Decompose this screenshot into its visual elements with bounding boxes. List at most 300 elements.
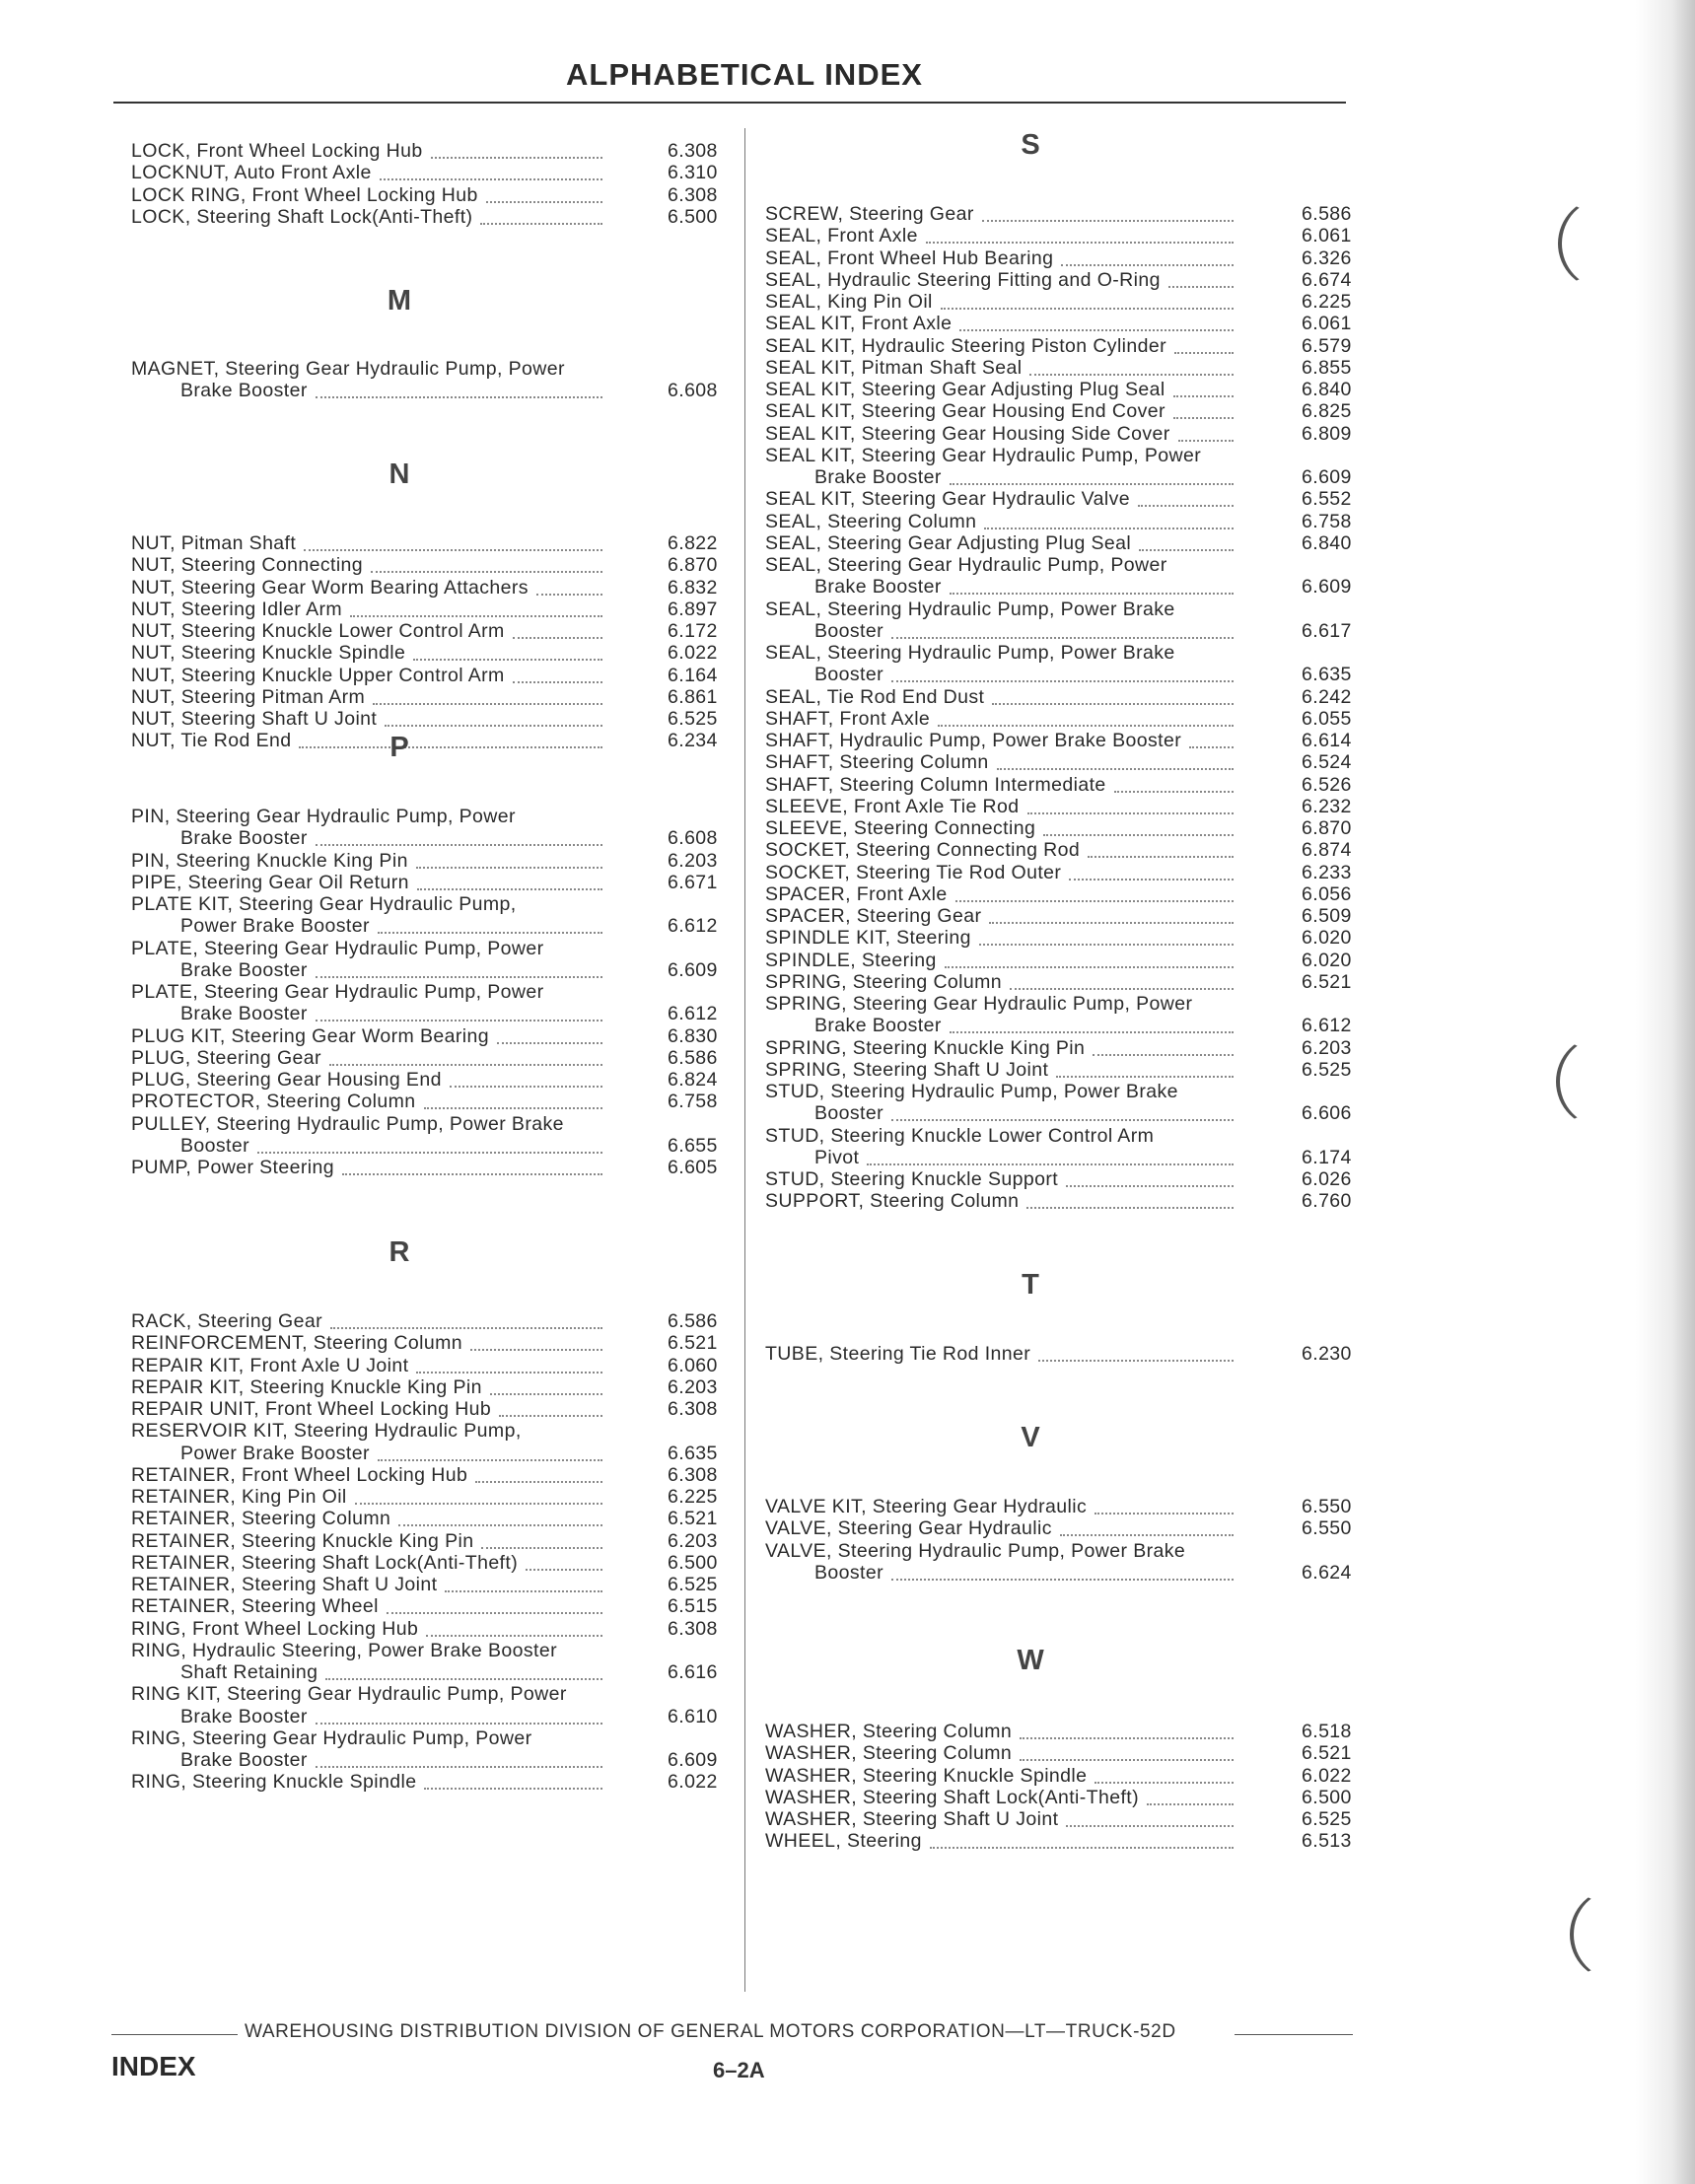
page-reference: 6.605 bbox=[668, 1157, 718, 1178]
index-entry-line bbox=[131, 1574, 746, 1595]
index-entry-line bbox=[765, 905, 1380, 927]
dot-leader bbox=[371, 554, 602, 573]
index-entry-line bbox=[765, 883, 1380, 905]
entry-text: SPRING, Steering Gear Hydraulic Pump, Power bbox=[765, 993, 1193, 1015]
entry-text: Brake Booster bbox=[180, 380, 308, 402]
entry-text: RETAINER, King Pin Oil bbox=[131, 1486, 347, 1508]
page-reference: 6.203 bbox=[668, 1529, 718, 1552]
index-entry-line bbox=[131, 1355, 746, 1376]
page-reference: 6.609 bbox=[1302, 576, 1352, 599]
entry-text: SEAL, Steering Hydraulic Pump, Power Brake bbox=[765, 598, 1175, 620]
entry-text: Brake Booster bbox=[814, 1015, 942, 1037]
page-reference: 6.164 bbox=[668, 664, 718, 686]
entry-text: Brake Booster bbox=[180, 1705, 308, 1727]
dot-leader bbox=[1029, 357, 1234, 376]
dot-leader bbox=[342, 1157, 602, 1175]
index-entry-line bbox=[131, 893, 746, 915]
page-reference: 6.022 bbox=[668, 642, 718, 665]
section-letter: W bbox=[1017, 1645, 1044, 1676]
entry-text: NUT, Pitman Shaft bbox=[131, 532, 297, 554]
index-entry-line bbox=[765, 1059, 1380, 1081]
page-reference: 6.608 bbox=[668, 827, 718, 850]
index-entry-line bbox=[765, 1037, 1380, 1059]
dot-leader bbox=[330, 1310, 602, 1329]
entry-text: STUD, Steering Knuckle Lower Control Arm bbox=[765, 1124, 1155, 1147]
page-reference: 6.617 bbox=[1302, 619, 1352, 642]
dot-leader bbox=[1061, 247, 1234, 266]
dot-leader bbox=[891, 1562, 1234, 1581]
entry-text: SHAFT, Front Axle bbox=[765, 707, 931, 730]
entry-text: Booster bbox=[814, 664, 884, 686]
entry-text: SOCKET, Steering Tie Rod Outer bbox=[765, 861, 1062, 883]
index-entry-line bbox=[131, 1530, 746, 1552]
entry-text: WASHER, Steering Shaft Lock(Anti-Theft) bbox=[765, 1786, 1140, 1808]
entry-text: NUT, Steering Knuckle Upper Control Arm bbox=[131, 664, 505, 686]
index-entry-line bbox=[765, 1081, 1380, 1102]
page-reference: 6.524 bbox=[1302, 751, 1352, 774]
index-entry-line bbox=[131, 938, 746, 959]
index-entry-line bbox=[765, 400, 1380, 422]
dot-leader bbox=[304, 532, 602, 551]
dot-leader bbox=[387, 1595, 602, 1614]
entry-text: SLEEVE, Front Axle Tie Rod bbox=[765, 795, 1020, 817]
index-entry-line bbox=[131, 1398, 746, 1420]
index-entry-line bbox=[765, 1808, 1380, 1830]
entry-text: SOCKET, Steering Connecting Rod bbox=[765, 839, 1081, 862]
entry-text: RING, Front Wheel Locking Hub bbox=[131, 1617, 419, 1640]
page-reference: 6.612 bbox=[668, 915, 718, 938]
dot-leader bbox=[417, 872, 602, 890]
page-reference: 6.308 bbox=[668, 1463, 718, 1486]
index-entry-line bbox=[765, 1517, 1380, 1539]
index-entry-line bbox=[765, 1721, 1380, 1742]
entry-text: RING, Hydraulic Steering, Power Brake Booster bbox=[131, 1639, 557, 1661]
dot-leader bbox=[1038, 1343, 1234, 1362]
dot-leader bbox=[513, 665, 602, 683]
dot-leader bbox=[490, 1376, 602, 1395]
index-entry-line bbox=[180, 1135, 796, 1157]
index-entry-line bbox=[180, 915, 796, 937]
entry-text: Booster bbox=[180, 1134, 250, 1157]
entry-text: Brake Booster bbox=[180, 958, 308, 981]
dot-leader bbox=[926, 225, 1234, 244]
index-entry-line bbox=[131, 1047, 746, 1069]
dot-leader bbox=[373, 686, 602, 705]
dot-leader bbox=[380, 162, 602, 180]
dot-leader bbox=[450, 1069, 602, 1088]
entry-text: WASHER, Steering Shaft U Joint bbox=[765, 1808, 1059, 1830]
title-rule bbox=[113, 102, 1346, 104]
entry-text: REPAIR KIT, Front Axle U Joint bbox=[131, 1354, 409, 1376]
dot-leader bbox=[481, 1530, 602, 1549]
dot-leader bbox=[1138, 488, 1234, 507]
index-entry-line bbox=[765, 642, 1380, 664]
section-letter: S bbox=[1021, 129, 1040, 161]
index-entry-line bbox=[765, 532, 1380, 554]
entry-text: RETAINER, Steering Knuckle King Pin bbox=[131, 1529, 474, 1552]
page-number: 6–2A bbox=[713, 2058, 765, 2082]
dot-leader bbox=[426, 1618, 602, 1637]
page-reference: 6.612 bbox=[1302, 1015, 1352, 1037]
index-entry-line bbox=[765, 862, 1380, 883]
page-reference: 6.061 bbox=[1302, 313, 1352, 335]
index-entry-line bbox=[131, 686, 746, 708]
index-entry-line bbox=[131, 1464, 746, 1486]
page-reference: 6.608 bbox=[668, 380, 718, 402]
index-entry-line bbox=[131, 1420, 746, 1442]
page-reference: 6.525 bbox=[668, 1574, 718, 1595]
dot-leader bbox=[941, 291, 1234, 310]
entry-text: WASHER, Steering Knuckle Spindle bbox=[765, 1764, 1088, 1787]
page-reference: 6.586 bbox=[668, 1310, 718, 1332]
page-reference: 6.825 bbox=[1302, 400, 1352, 423]
index-entry-line bbox=[814, 1015, 1430, 1036]
entry-text: REPAIR UNIT, Front Wheel Locking Hub bbox=[131, 1398, 492, 1420]
page-reference: 6.609 bbox=[668, 958, 718, 981]
entry-text: RETAINER, Steering Shaft Lock(Anti-Theft) bbox=[131, 1551, 519, 1574]
entry-text: SPRING, Steering Knuckle King Pin bbox=[765, 1036, 1086, 1059]
index-entry-line bbox=[814, 1147, 1430, 1168]
entry-text: SEAL KIT, Steering Gear Adjusting Plug Seal bbox=[765, 379, 1165, 400]
entry-text: NUT, Steering Knuckle Lower Control Arm bbox=[131, 620, 505, 642]
index-entry-line bbox=[765, 708, 1380, 730]
dot-leader bbox=[930, 1830, 1234, 1849]
index-entry-line bbox=[814, 576, 1430, 598]
dot-leader bbox=[1020, 1721, 1234, 1739]
entry-text: Pivot bbox=[814, 1146, 860, 1168]
entry-text: Booster bbox=[814, 1561, 884, 1584]
page-reference: 6.525 bbox=[1302, 1058, 1352, 1081]
dot-leader bbox=[891, 664, 1234, 682]
index-entry-line bbox=[131, 1595, 746, 1617]
page-reference: 6.870 bbox=[1302, 817, 1352, 839]
index-entry-line bbox=[765, 1125, 1380, 1147]
entry-text: NUT, Steering Knuckle Spindle bbox=[131, 642, 406, 665]
dot-leader bbox=[325, 1661, 602, 1680]
entry-text: SEAL KIT, Steering Gear Hydraulic Valve bbox=[765, 488, 1131, 511]
footer-rule-left bbox=[111, 2034, 238, 2035]
dot-leader bbox=[513, 620, 602, 639]
dot-leader bbox=[378, 1443, 602, 1461]
page-reference: 6.500 bbox=[668, 205, 718, 228]
entry-text: LOCK, Front Wheel Locking Hub bbox=[131, 140, 423, 162]
index-entry-line bbox=[765, 1343, 1380, 1365]
page-reference: 6.061 bbox=[1302, 225, 1352, 247]
dot-leader bbox=[445, 1574, 602, 1592]
entry-text: SPRING, Steering Shaft U Joint bbox=[765, 1058, 1049, 1081]
index-entry-line bbox=[131, 850, 746, 872]
dot-leader bbox=[979, 927, 1234, 946]
dot-leader bbox=[316, 1706, 602, 1725]
index-entry-line bbox=[131, 532, 746, 554]
dot-leader bbox=[1114, 774, 1234, 793]
page-reference: 6.174 bbox=[1302, 1146, 1352, 1168]
page-reference: 6.635 bbox=[668, 1442, 718, 1464]
entry-text: SEAL, Front Wheel Hub Bearing bbox=[765, 247, 1054, 269]
dot-leader bbox=[891, 620, 1234, 639]
entry-text: WHEEL, Steering bbox=[765, 1830, 922, 1853]
index-entry-line bbox=[131, 1508, 746, 1529]
dot-leader bbox=[431, 140, 602, 159]
footer-rule-right bbox=[1235, 2034, 1353, 2035]
dot-leader bbox=[355, 1486, 602, 1505]
entry-text: VALVE, Steering Hydraulic Pump, Power Brake bbox=[765, 1539, 1186, 1562]
index-entry-line bbox=[131, 599, 746, 620]
entry-text: RACK, Steering Gear bbox=[131, 1310, 323, 1332]
page-reference: 6.610 bbox=[668, 1705, 718, 1727]
index-entry-line bbox=[131, 708, 746, 730]
index-entry-line bbox=[131, 806, 746, 827]
entry-text: SEAL, Steering Gear Hydraulic Pump, Power bbox=[765, 554, 1167, 576]
entry-text: NUT, Steering Shaft U Joint bbox=[131, 708, 378, 730]
entry-text: SEAL, Steering Gear Adjusting Plug Seal bbox=[765, 531, 1132, 554]
entry-text: TUBE, Steering Tie Rod Inner bbox=[765, 1343, 1031, 1365]
entry-text: VALVE, Steering Gear Hydraulic bbox=[765, 1517, 1052, 1540]
page-reference: 6.552 bbox=[1302, 488, 1352, 511]
index-entry-line bbox=[765, 1168, 1380, 1190]
dot-leader bbox=[1168, 269, 1234, 288]
dot-leader bbox=[1060, 1517, 1234, 1536]
index-entry-line bbox=[765, 817, 1380, 839]
entry-text: SEAL, Hydraulic Steering Fitting and O-Ring bbox=[765, 268, 1161, 291]
index-entry-line bbox=[131, 140, 746, 162]
index-entry-line bbox=[765, 1496, 1380, 1517]
section-letter: V bbox=[1021, 1422, 1040, 1453]
dot-leader bbox=[1095, 1496, 1234, 1515]
dot-leader bbox=[1043, 817, 1234, 836]
page-reference: 6.056 bbox=[1302, 882, 1352, 905]
page-reference: 6.612 bbox=[668, 1003, 718, 1025]
page-reference: 6.026 bbox=[1302, 1168, 1352, 1190]
index-entry-line bbox=[765, 313, 1380, 334]
dot-leader bbox=[1066, 1168, 1234, 1187]
index-entry-line bbox=[814, 664, 1430, 685]
index-entry-line bbox=[765, 511, 1380, 532]
page-reference: 6.635 bbox=[1302, 664, 1352, 686]
entry-text: RING, Steering Gear Hydraulic Pump, Power bbox=[131, 1726, 532, 1749]
index-entry-line bbox=[180, 1003, 796, 1024]
index-entry-line bbox=[131, 665, 746, 686]
page-reference: 6.822 bbox=[668, 532, 718, 554]
dot-leader bbox=[1056, 1059, 1234, 1078]
entry-text: Power Brake Booster bbox=[180, 915, 370, 938]
entry-text: Booster bbox=[814, 1102, 884, 1125]
index-entry-line bbox=[131, 1727, 746, 1749]
index-entry-line bbox=[765, 488, 1380, 510]
page-reference: 6.308 bbox=[668, 140, 718, 162]
dot-leader bbox=[997, 751, 1234, 770]
section-letter: T bbox=[1022, 1269, 1039, 1301]
index-entry-line bbox=[814, 1562, 1430, 1584]
page-reference: 6.308 bbox=[668, 183, 718, 206]
entry-text: PIPE, Steering Gear Oil Return bbox=[131, 871, 409, 893]
dot-leader bbox=[424, 1091, 602, 1109]
page-title: ALPHABETICAL INDEX bbox=[566, 57, 923, 92]
index-entry-line bbox=[131, 1552, 746, 1574]
page-reference: 6.874 bbox=[1302, 839, 1352, 862]
dot-leader bbox=[982, 203, 1234, 222]
dot-leader bbox=[1139, 532, 1234, 551]
dot-leader bbox=[378, 915, 602, 934]
index-entry-line bbox=[765, 1190, 1380, 1212]
entry-text: LOCKNUT, Auto Front Axle bbox=[131, 162, 372, 184]
entry-text: SEAL KIT, Front Axle bbox=[765, 313, 953, 335]
page-reference: 6.060 bbox=[668, 1354, 718, 1376]
index-entry-line bbox=[131, 554, 746, 576]
page-reference: 6.525 bbox=[668, 708, 718, 730]
entry-text: NUT, Steering Pitman Arm bbox=[131, 685, 366, 708]
index-entry-line bbox=[180, 827, 796, 849]
dot-leader bbox=[416, 850, 602, 869]
index-entry-line bbox=[180, 959, 796, 981]
index-entry-line bbox=[765, 1765, 1380, 1787]
index-entry-line bbox=[131, 1683, 746, 1705]
page-reference: 6.758 bbox=[668, 1091, 718, 1113]
entry-text: PUMP, Power Steering bbox=[131, 1157, 334, 1178]
entry-text: WASHER, Steering Column bbox=[765, 1742, 1013, 1765]
index-entry-line bbox=[765, 950, 1380, 971]
index-entry-line bbox=[814, 1102, 1430, 1124]
index-entry-line bbox=[180, 380, 796, 401]
entry-text: NUT, Steering Idler Arm bbox=[131, 598, 343, 620]
dot-leader bbox=[938, 708, 1234, 727]
index-entry-line bbox=[765, 796, 1380, 817]
page-reference: 6.861 bbox=[668, 685, 718, 708]
index-entry-line bbox=[765, 423, 1380, 445]
page-reference: 6.172 bbox=[668, 620, 718, 642]
entry-text: PULLEY, Steering Hydraulic Pump, Power Brake bbox=[131, 1112, 564, 1135]
section-letter: N bbox=[388, 458, 410, 490]
page-reference: 6.308 bbox=[668, 1617, 718, 1640]
index-entry-line bbox=[180, 1443, 796, 1464]
index-entry-line bbox=[765, 291, 1380, 313]
entry-text: SEAL, Tie Rod End Dust bbox=[765, 685, 985, 708]
index-entry-line bbox=[131, 1069, 746, 1091]
binder-hole-icon bbox=[1570, 1888, 1662, 1981]
dot-leader bbox=[945, 950, 1234, 968]
dot-leader bbox=[1069, 862, 1234, 881]
index-entry-line bbox=[131, 620, 746, 642]
index-entry-line bbox=[180, 1706, 796, 1727]
dot-leader bbox=[955, 883, 1234, 902]
page-reference: 6.022 bbox=[668, 1771, 718, 1794]
entry-text: RING KIT, Steering Gear Hydraulic Pump, Power bbox=[131, 1683, 567, 1706]
dot-leader bbox=[398, 1508, 602, 1526]
entry-text: SEAL KIT, Hydraulic Steering Piston Cylinder bbox=[765, 334, 1167, 357]
section-letter: M bbox=[387, 285, 412, 317]
entry-text: RESERVOIR KIT, Steering Hydraulic Pump, bbox=[131, 1420, 522, 1443]
entry-text: SHAFT, Steering Column bbox=[765, 751, 989, 774]
dot-leader bbox=[497, 1025, 602, 1044]
binder-hole-icon bbox=[1558, 197, 1651, 290]
index-entry-line bbox=[131, 162, 746, 183]
entry-text: MAGNET, Steering Gear Hydraulic Pump, Power bbox=[131, 358, 565, 380]
index-entry-line bbox=[131, 206, 746, 228]
dot-leader bbox=[413, 642, 602, 661]
index-entry-line bbox=[814, 466, 1430, 488]
index-entry-line bbox=[131, 1618, 746, 1640]
entry-text: PIN, Steering Gear Hydraulic Pump, Power bbox=[131, 806, 516, 827]
index-entry-line bbox=[765, 1742, 1380, 1764]
entry-text: NUT, Tie Rod End bbox=[131, 730, 292, 752]
page-reference: 6.616 bbox=[668, 1661, 718, 1683]
page-reference: 6.758 bbox=[1302, 510, 1352, 532]
entry-text: SLEEVE, Steering Connecting bbox=[765, 817, 1036, 839]
index-entry-line bbox=[131, 1113, 746, 1135]
entry-text: Booster bbox=[814, 619, 884, 642]
entry-text: RETAINER, Steering Shaft U Joint bbox=[131, 1574, 438, 1595]
index-entry-line bbox=[131, 577, 746, 599]
index-entry-line bbox=[765, 686, 1380, 708]
page-reference: 6.606 bbox=[1302, 1102, 1352, 1125]
index-entry-line bbox=[131, 1157, 746, 1178]
index-entry-line bbox=[765, 774, 1380, 796]
entry-text: SUPPORT, Steering Column bbox=[765, 1190, 1020, 1213]
dot-leader bbox=[1174, 335, 1234, 354]
dot-leader bbox=[1026, 1190, 1234, 1209]
binder-hole-icon bbox=[1556, 1035, 1649, 1128]
dot-leader bbox=[316, 1749, 602, 1768]
index-entry-line bbox=[131, 1332, 746, 1354]
entry-text: SHAFT, Steering Column Intermediate bbox=[765, 773, 1106, 796]
entry-text: Shaft Retaining bbox=[180, 1661, 318, 1683]
entry-text: PLUG, Steering Gear Housing End bbox=[131, 1069, 442, 1091]
dot-leader bbox=[475, 1464, 602, 1483]
page-reference: 6.674 bbox=[1302, 268, 1352, 291]
entry-text: PLUG KIT, Steering Gear Worm Bearing bbox=[131, 1024, 490, 1047]
dot-leader bbox=[1189, 730, 1234, 748]
entry-text: PLUG, Steering Gear bbox=[131, 1046, 321, 1069]
page-reference: 6.840 bbox=[1302, 531, 1352, 554]
dot-leader bbox=[1173, 379, 1234, 397]
page-reference: 6.614 bbox=[1302, 730, 1352, 751]
entry-text: Brake Booster bbox=[180, 1749, 308, 1771]
dot-leader bbox=[316, 1003, 602, 1022]
page-reference: 6.526 bbox=[1302, 773, 1352, 796]
page-reference: 6.760 bbox=[1302, 1190, 1352, 1213]
index-entry-line bbox=[765, 225, 1380, 247]
page-reference: 6.586 bbox=[1302, 203, 1352, 225]
entry-text: SEAL KIT, Pitman Shaft Seal bbox=[765, 356, 1023, 379]
page-reference: 6.515 bbox=[668, 1595, 718, 1618]
dot-leader bbox=[1093, 1037, 1234, 1056]
page-reference: 6.232 bbox=[1302, 795, 1352, 817]
entry-text: RING, Steering Knuckle Spindle bbox=[131, 1771, 417, 1794]
dot-leader bbox=[1178, 423, 1234, 442]
index-entry-line bbox=[765, 335, 1380, 357]
entry-text: PLATE KIT, Steering Gear Hydraulic Pump, bbox=[131, 893, 517, 915]
page-reference: 6.308 bbox=[668, 1398, 718, 1420]
page-reference: 6.840 bbox=[1302, 379, 1352, 400]
page-reference: 6.624 bbox=[1302, 1561, 1352, 1584]
entry-text: Brake Booster bbox=[814, 576, 942, 599]
dot-leader bbox=[499, 1398, 602, 1417]
entry-text: VALVE KIT, Steering Gear Hydraulic bbox=[765, 1496, 1088, 1517]
dot-leader bbox=[416, 1355, 602, 1374]
dot-leader bbox=[480, 206, 602, 225]
index-entry-line bbox=[131, 642, 746, 664]
entry-text: LOCK RING, Front Wheel Locking Hub bbox=[131, 183, 478, 206]
dot-leader bbox=[257, 1135, 602, 1154]
entry-text: SEAL, King Pin Oil bbox=[765, 291, 933, 313]
entry-text: RETAINER, Steering Column bbox=[131, 1508, 391, 1530]
page-reference: 6.020 bbox=[1302, 927, 1352, 950]
page-reference: 6.609 bbox=[668, 1749, 718, 1771]
index-entry-line bbox=[765, 445, 1380, 466]
dot-leader bbox=[526, 1552, 602, 1571]
dot-leader bbox=[1088, 839, 1234, 858]
index-entry-line bbox=[131, 1640, 746, 1661]
